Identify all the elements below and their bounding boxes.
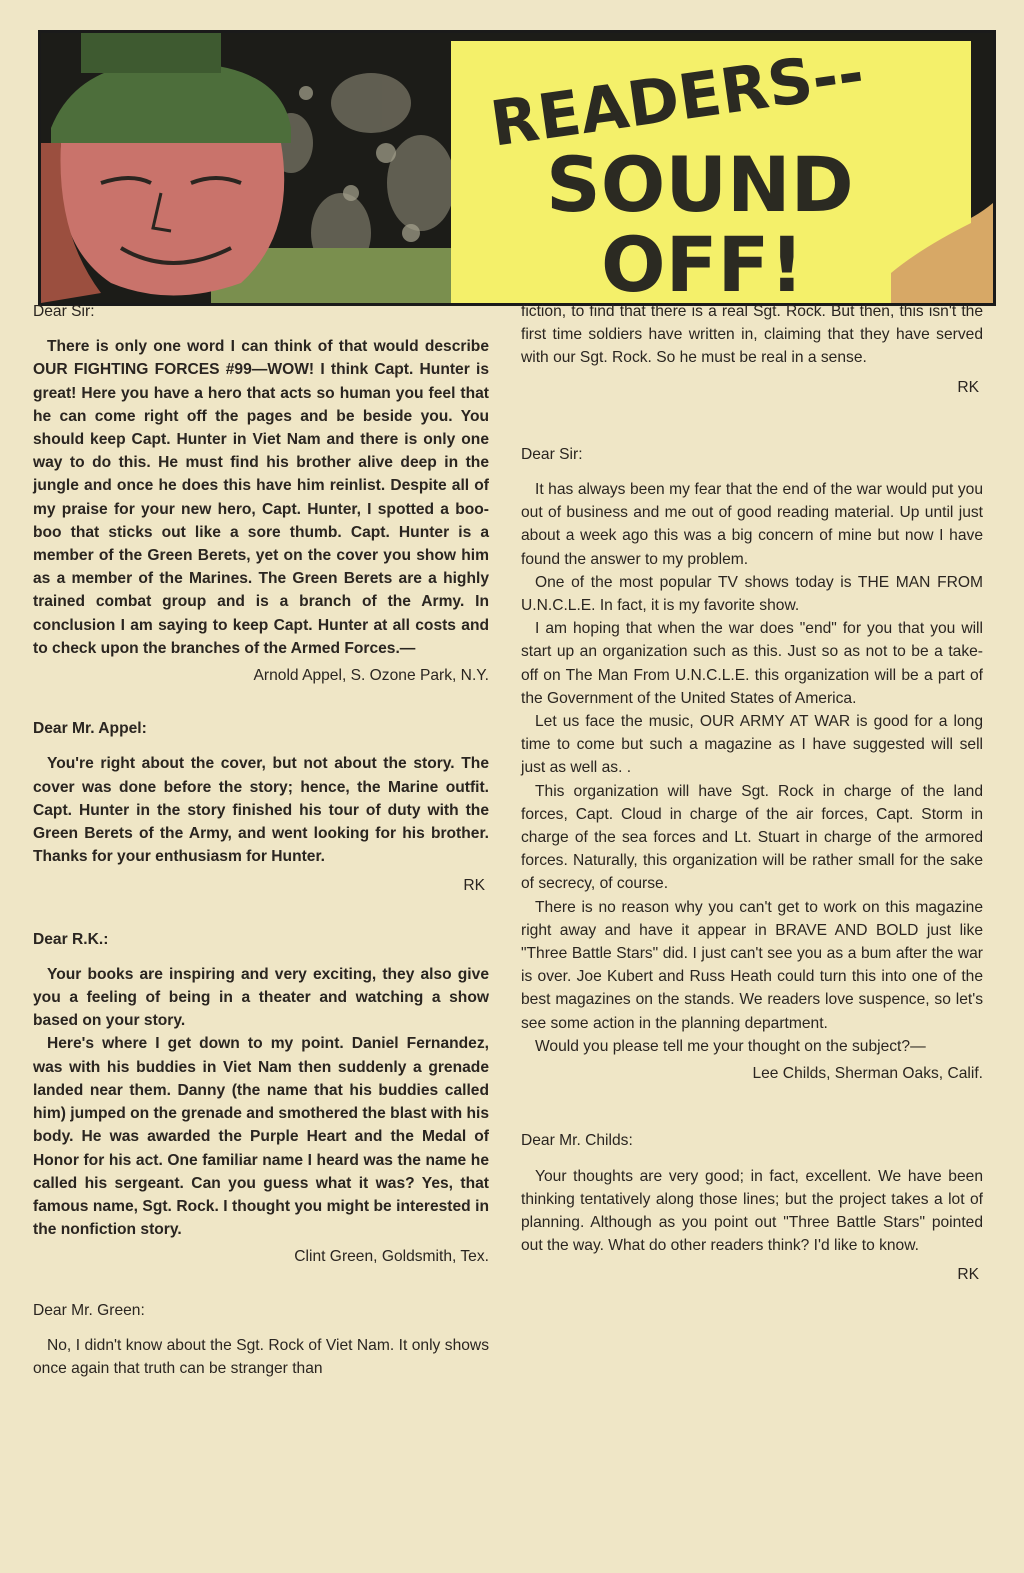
letters-columns [0, 300, 1024, 1570]
letter-paragraph: I am hoping that when the war does "end" for you that you will start up an organization such as this. Just so as not to be a take-off on The Man From U.N.C.L.E. this organization will be a part of the Government of the United States of America. [521, 620, 983, 707]
letter-paragraph: One of the most popular TV shows today is THE MAN FROM U.N.C.L.E. In fact, it is my favorite show. [521, 573, 983, 615]
reply-green [33, 1299, 489, 1381]
letter-paragraph: Your books are inspiring and very exciting, they also give you a feeling of being in a theater and watching a show based on your story. [33, 965, 489, 1030]
salutation: Dear Sir: [521, 445, 583, 463]
reply-childs [521, 1129, 983, 1286]
reply-green-continued [521, 300, 983, 399]
signature: Arnold Appel, S. Ozone Park, N.Y. [253, 667, 489, 685]
letter-paragraph: Let us face the music, OUR ARMY AT WAR is good for a long time to come but such a magazine as I have suggested will sell just as well as. . [521, 713, 983, 777]
title-line-2: SOUND [546, 140, 854, 229]
letter-paragraph: Your thoughts are very good; in fact, excellent. We have been thinking tentatively along those lines; but the project takes a lot of planning. Although as you point out "Three Battle Stars" pointed out the way. What do other readers think? I'd like to know. [521, 1167, 983, 1255]
letter-paragraph: There is only one word I can think of that would describe OUR FIGHTING FORCES #99—WOW! I think Capt. Hunter is great! Here you have a hero that acts so human you feel that he can come right off the pages and be beside you. You should keep Capt. Hunter in Viet Nam and there is only one way to do this. He must find his brother alive deep in the jungle and once he does this have him reinlist. Despite all of my praise for your new hero, Capt. Hunter, I spotted a boo-boo that sticks out like a sore thumb. Capt. Hunter is a member of the Green Berets, yet on the cover you show him as a member of the Marines. The Green Berets are a highly trained combat group and is a branch of the Army. In conclusion I am saying to keep Capt. Hunter at all costs and to check upon the branches of the Armed Forces.— [33, 338, 489, 657]
signature: Lee Childs, Sherman Oaks, Calif. [752, 1065, 983, 1083]
letter-paragraph: This organization will have Sgt. Rock in charge of the land forces, Capt. Cloud in charge of the air forces, Capt. Storm in charge of the sea forces and Lt. Stuart in charge of the armored forces. Naturally, this organization will be rather small for the sake of secrecy, of course. [521, 782, 983, 893]
signature: Clint Green, Goldsmith, Tex. [294, 1248, 489, 1266]
letter-paragraph: fiction, to find that there is a real Sgt. Rock. But then, this isn't the first time soldiers have written in, claiming that they have served with our Sgt. Rock. So he must be real in a sense. [521, 303, 983, 367]
title-banner [38, 30, 996, 306]
letter-paragraph: There is no reason why you can't get to work on this magazine right away and have it appear in BRAVE AND BOLD just like "Three Battle Stars" did. I just can't see you as a bum after the war is over. Joe Kubert and Russ Heath could turn this into one of the best magazines on the stands. We readers love suspence, so let's see some action in the planning department. [521, 898, 983, 1032]
letter-paragraph: Would you please tell me your thought on the subject?— [535, 1037, 926, 1055]
salutation: Dear R.K.: [33, 930, 109, 948]
letter-childs [521, 443, 983, 1085]
letter-green [33, 928, 489, 1269]
letter-paragraph: Here's where I get down to my point. Daniel Fernandez, was with his buddies in Viet Nam then suddenly a grenade landed near them. Danny (the name that his buddies called him) jumped on the grenade and smothered the blast with his body. He was awarded the Purple Heart and the Medal of Honor for his act. One familiar name I heard was the name he called his sergeant. Can you guess what it was? Yes, that famous name, Sgt. Rock. I thought you might be interested in the nonfiction story. [33, 1035, 489, 1239]
letter-paragraph: No, I didn't know about the Sgt. Rock of Viet Nam. It only shows once again that truth can be stranger than [33, 1336, 489, 1377]
salutation: Dear Sir: [33, 303, 95, 320]
editor-initials: RK [957, 378, 979, 396]
reply-appel [33, 717, 489, 897]
editor-initials: RK [957, 1266, 979, 1284]
banner-illustration [41, 33, 993, 303]
title-line-1: READERS-- [486, 36, 869, 161]
left-column [33, 300, 489, 1380]
right-column [521, 300, 983, 1287]
letter-paragraph: It has always been my fear that the end of the war would put you out of business and me out of good reading material. Up until just about a week ago this was a big concern of mine but now I have found the answer to my problem. [521, 481, 983, 568]
salutation: Dear Mr. Childs: [521, 1132, 633, 1150]
title-line-3: OFF! [601, 220, 805, 303]
letter-paragraph: You're right about the cover, but not about the story. The cover was done before the story; hence, the Marine outfit. Capt. Hunter in the story finished his tour of duty with the Green Berets of the Army, and went looking for his brother. Thanks for your enthusiasm for Hunter. [33, 755, 489, 866]
salutation: Dear Mr. Green: [33, 1301, 145, 1319]
editor-initials: RK [463, 877, 485, 895]
letter-appel [33, 300, 489, 687]
salutation: Dear Mr. Appel: [33, 720, 147, 738]
